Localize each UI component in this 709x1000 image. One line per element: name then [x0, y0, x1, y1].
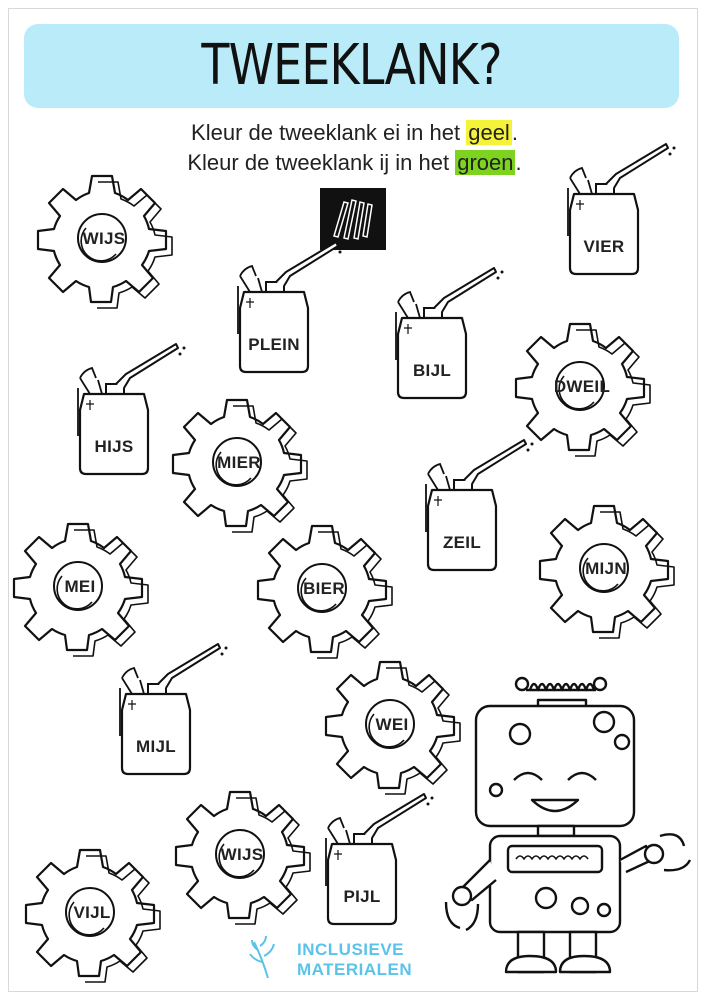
oilcan-word: ZEIL [442, 533, 482, 552]
oilcan-word: MIJL [136, 737, 176, 756]
oilcan-word: HIJS [94, 437, 134, 456]
gear-word: MIER [217, 453, 261, 472]
robot-illustration [446, 678, 690, 972]
logo-leaf-icon [250, 936, 274, 978]
oilcan-word: VIER [583, 237, 625, 256]
instruction-text: Kleur de tweeklank ei in het [191, 120, 467, 145]
gear-word: MIJN [585, 559, 627, 578]
gear-word: BIER [303, 579, 345, 598]
gear-word: WIJS [82, 229, 126, 248]
page-title: TWEEKLANK? [201, 33, 502, 98]
gear-word: WIJS [220, 845, 264, 864]
color-green-highlight: groen [457, 150, 514, 175]
oilcan-word: PIJL [343, 887, 381, 906]
instruction-period: . [511, 120, 518, 145]
logo-text-line-2: MATERIALEN [297, 960, 413, 979]
gear-word: DWEIL [553, 377, 611, 396]
gear-word: WEI [375, 715, 409, 734]
color-yellow-highlight: geel [468, 120, 510, 145]
oilcan-word: PLEIN [248, 335, 300, 354]
instruction-period: . [515, 150, 522, 175]
gear-word: VIJL [73, 903, 111, 922]
gear-word: MEI [64, 577, 96, 596]
oilcan-word: BIJL [412, 361, 452, 380]
instruction-text: Kleur de tweeklank ij in het [187, 150, 456, 175]
logo-text-line-1: INCLUSIEVE [297, 940, 405, 959]
